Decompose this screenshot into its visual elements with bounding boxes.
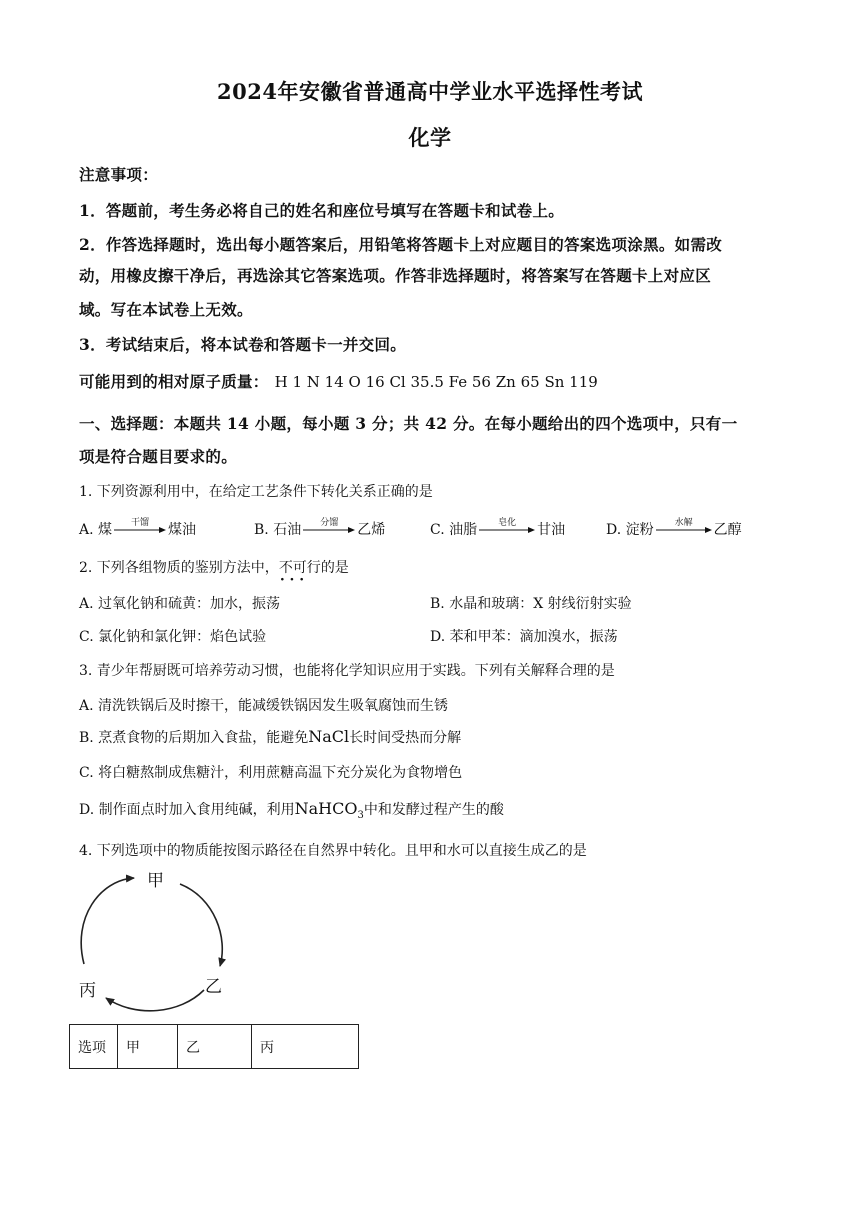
note-3: 3．考试结束后，将本试卷和答题卡一并交回。: [79, 335, 407, 354]
q2-emphasis: 不可行 · · ·: [279, 560, 321, 576]
q1-option-d: [606, 519, 742, 539]
arrow-jia-to-yi: [180, 884, 222, 966]
notes-heading: 注意事项：: [79, 165, 159, 184]
chemical-formula: NaHCO: [294, 799, 358, 818]
reactant: 煤: [98, 522, 113, 538]
q1-stem: 1. 下列资源利用中，在给定工艺条件下转化关系正确的是: [79, 484, 433, 500]
q2-option-a: A. 过氧化钠和硫黄：加水，振荡: [79, 596, 281, 612]
formula-subscript: 3: [357, 809, 364, 821]
note-2-line1: 2．作答选择题时，选出每小题答案后，用铅笔将答题卡上对应题目的答案选项涂黑。如需改: [79, 235, 723, 254]
reaction-arrow-icon: [114, 518, 166, 534]
arrow-condition: 水解: [674, 518, 693, 528]
option-letter: D.: [606, 522, 622, 538]
q3-b-before: B. 烹煮食物的后期加入食盐，能避免: [79, 730, 309, 746]
q2-stem: [79, 557, 349, 577]
table-header-cell: 选项: [70, 1025, 118, 1069]
q3-b-after: 长时间受热而分解: [349, 730, 462, 746]
option-letter: B.: [254, 522, 269, 538]
reaction-arrow-icon: [479, 518, 535, 534]
atomic-mass-line: [79, 370, 598, 392]
q3-d-after: 中和发酵过程产生的酸: [363, 802, 504, 818]
subject-title: 化学: [408, 125, 452, 150]
chemical-formula: NaCl: [308, 727, 350, 746]
q1-option-a: [79, 519, 196, 539]
note-2-line3: 域。写在本试卷上无效。: [79, 300, 253, 319]
note-1: 1．答题前，考生务必将自己的姓名和座位号填写在答题卡和试卷上。: [79, 201, 565, 220]
exam-title: 2024年安徽省普通高中学业水平选择性考试: [217, 79, 643, 104]
q3-stem: 3. 青少年帮厨既可培养劳动习惯，也能将化学知识应用于实践。下列有关解释合理的是: [79, 663, 615, 679]
q2-stem-before: 2. 下列各组物质的鉴别方法中，: [79, 560, 279, 576]
note-2-line2: 动，用橡皮擦干净后，再选涂其它答案选项。作答非选择题时，将答案写在答题卡上对应区: [79, 266, 712, 285]
product: 乙烯: [357, 522, 386, 538]
q3-d-before: D. 制作面点时加入食用纯碱，利用: [79, 802, 295, 818]
q3-option-c: C. 将白糖熬制成焦糖汁，利用蔗糖高温下充分炭化为食物增色: [79, 765, 463, 781]
cycle-label-bing: 丙: [79, 981, 96, 1001]
table-header-row: [70, 1025, 359, 1069]
table-header-cell: 甲: [118, 1025, 178, 1069]
cycle-label-yi: 乙: [205, 977, 222, 997]
arrow-yi-to-bing: [106, 990, 204, 1011]
section1-line1: 一、选择题：本题共 14 小题，每小题 3 分；共 42 分。在每小题给出的四个选项中，只有一: [79, 414, 738, 433]
section1-line2: 项是符合题目要求的。: [79, 447, 238, 466]
arrow-condition: 分馏: [320, 518, 339, 528]
atomic-mass-values: H 1 N 14 O 16 Cl 35.5 Fe 56 Zn 65 Sn 119: [274, 373, 598, 391]
option-letter: C.: [430, 522, 445, 538]
q1-option-c: [430, 519, 565, 539]
table-header-cell: 乙: [178, 1025, 252, 1069]
q2-option-b: B. 水晶和玻璃：X 射线衍射实验: [430, 596, 632, 612]
q2-stem-after: 的是: [320, 560, 349, 576]
cycle-label-jia: 甲: [147, 871, 164, 891]
reactant: 石油: [273, 522, 302, 538]
q2-option-d: D. 苯和甲苯：滴加溴水，振荡: [430, 629, 618, 645]
reactant: 油脂: [449, 522, 478, 538]
table-header-cell: 丙: [252, 1025, 359, 1069]
reaction-arrow-icon: [656, 518, 712, 534]
q3-option-d: [79, 799, 504, 821]
arrow-condition: 干馏: [131, 518, 150, 528]
reactant: 淀粉: [625, 522, 654, 538]
product: 煤油: [168, 522, 197, 538]
arrow-condition: 皂化: [498, 518, 517, 528]
reaction-arrow-icon: [303, 518, 355, 534]
q4-stem: 4. 下列选项中的物质能按图示路径在自然界中转化。且甲和水可以直接生成乙的是: [79, 843, 587, 859]
q4-options-table: [69, 1024, 359, 1069]
arrow-bing-to-jia: [81, 878, 134, 964]
q2-option-c: C. 氯化钠和氯化钾：焰色试验: [79, 629, 267, 645]
atomic-mass-label: 可能用到的相对原子质量：: [79, 372, 269, 391]
q3-option-a: A. 清洗铁锅后及时擦干，能减缓铁锅因发生吸氧腐蚀而生锈: [79, 698, 449, 714]
q1-option-b: [254, 519, 385, 539]
product: 甘油: [537, 522, 566, 538]
option-letter: A.: [79, 522, 94, 538]
q3-option-b: [79, 727, 461, 747]
product: 乙醇: [713, 522, 742, 538]
